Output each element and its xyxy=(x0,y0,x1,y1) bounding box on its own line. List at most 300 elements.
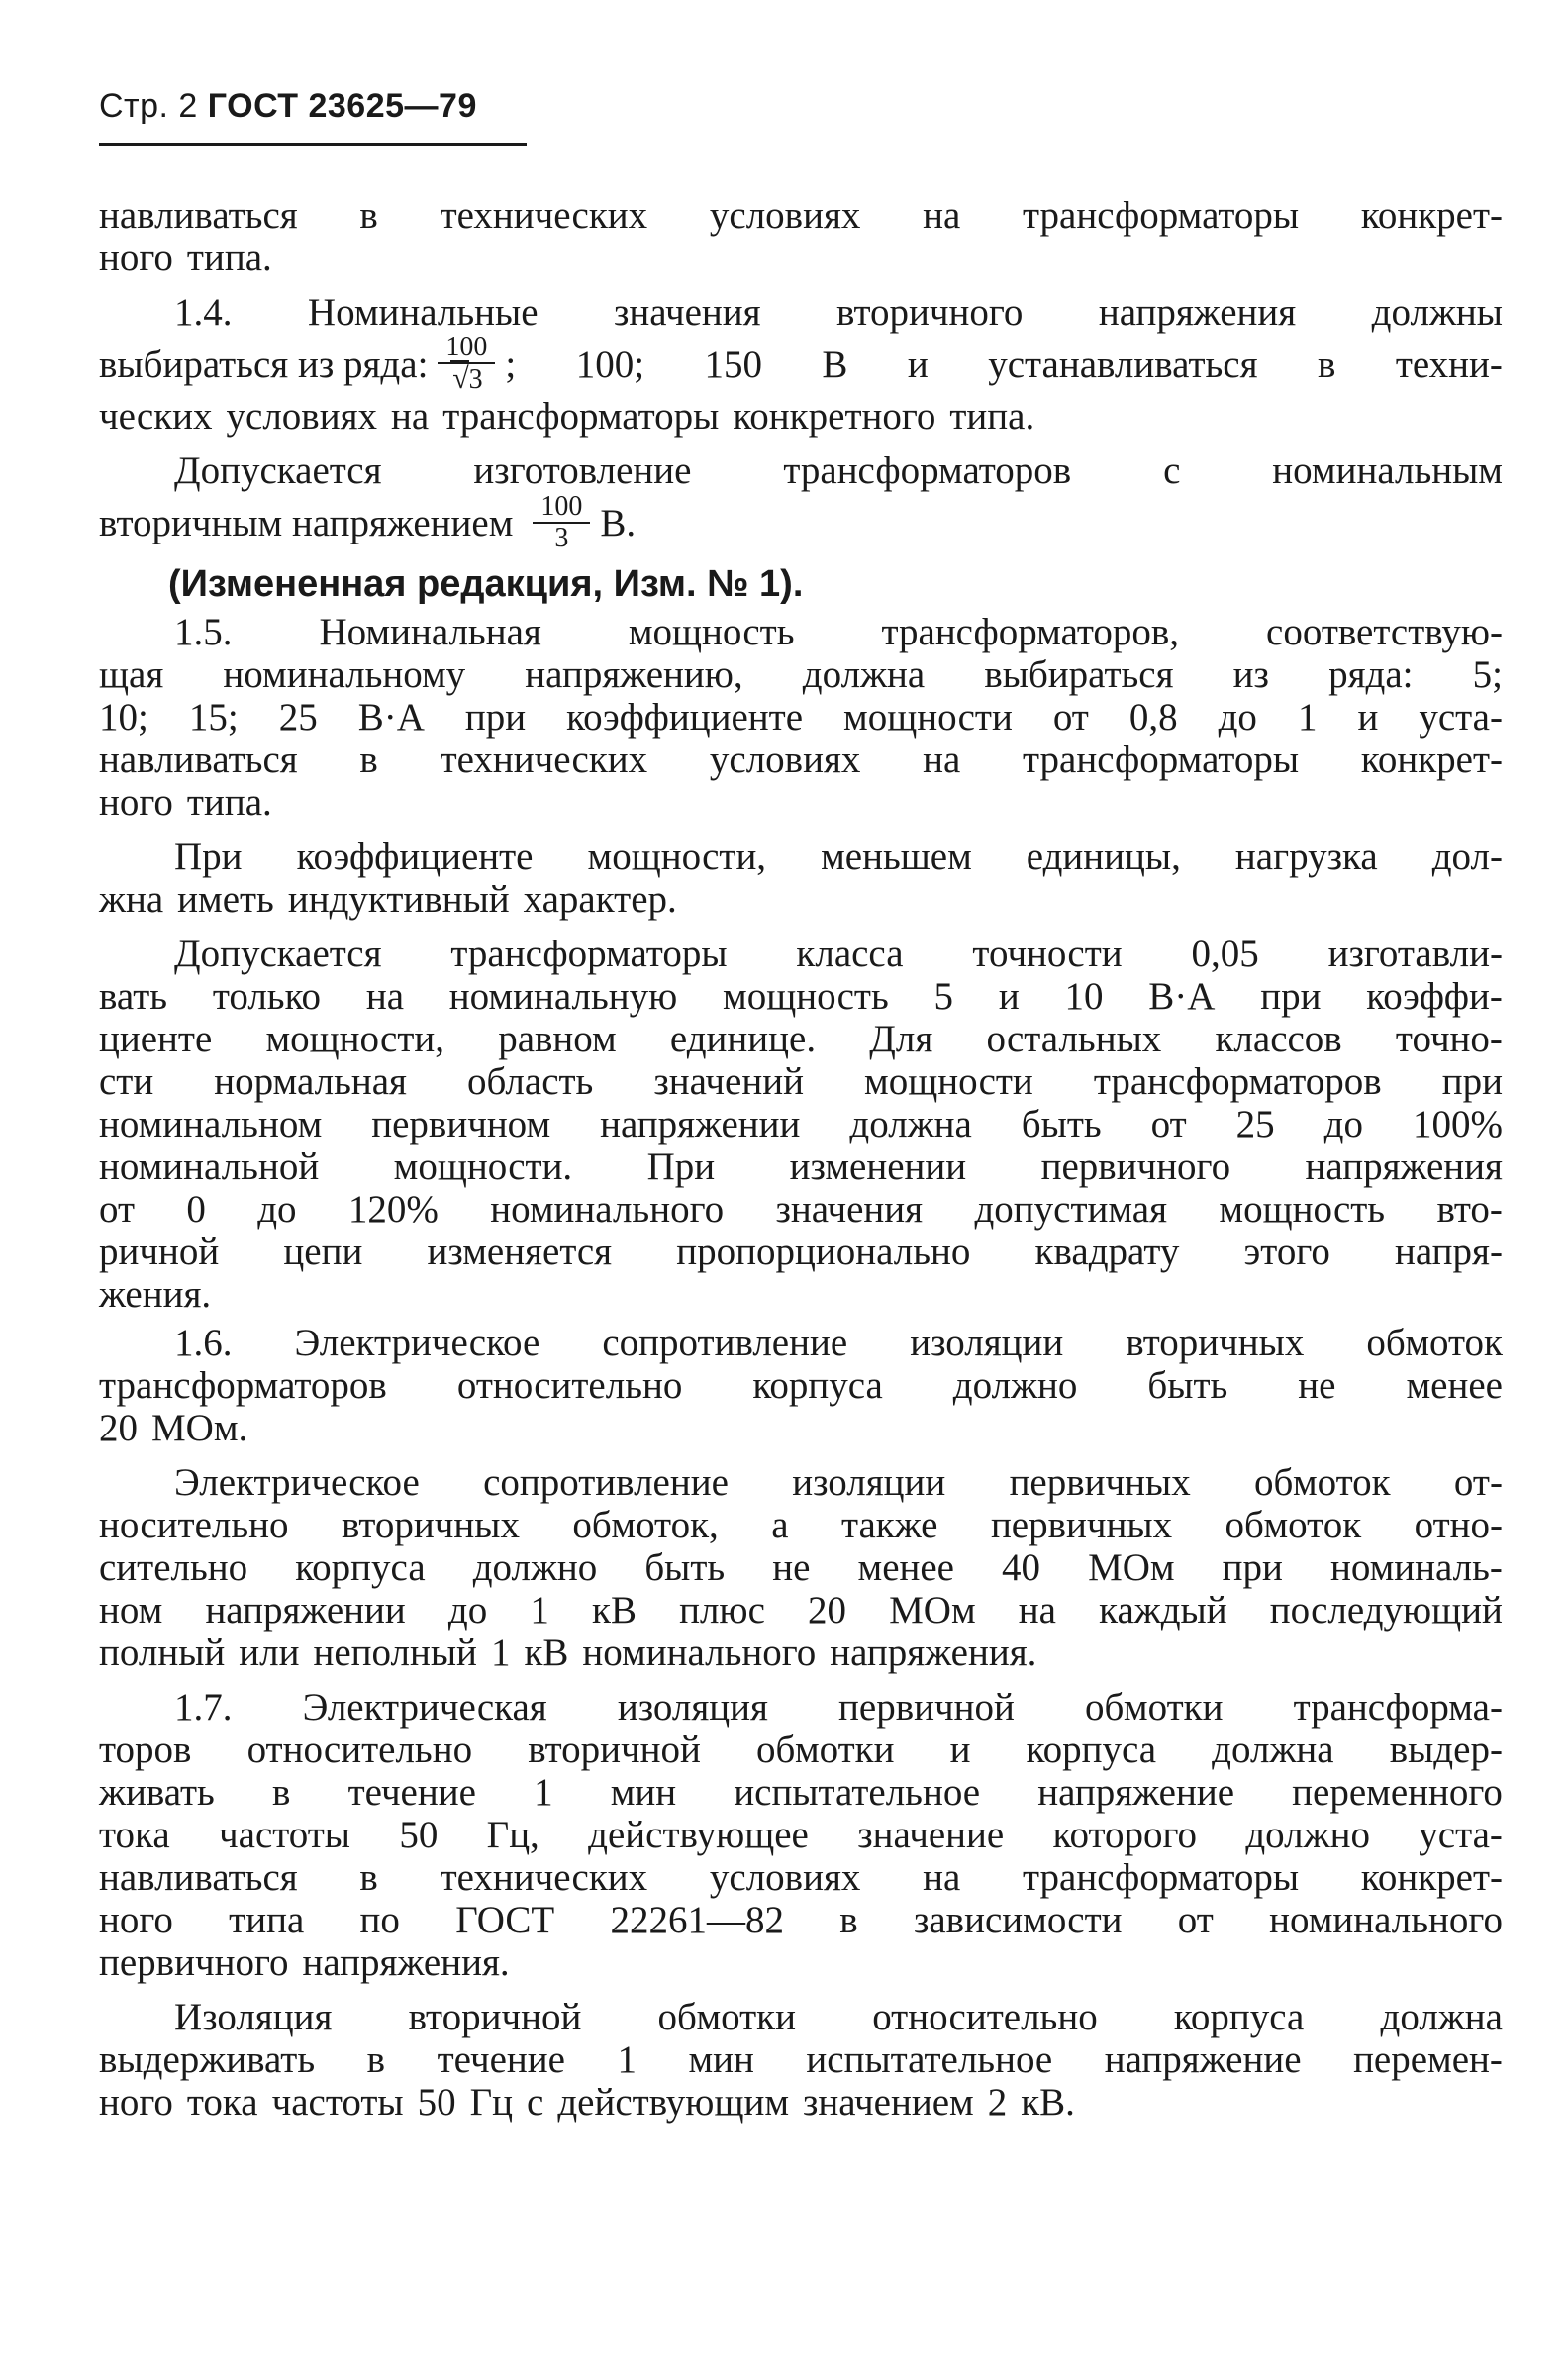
word: обмоток xyxy=(1225,1504,1362,1546)
word: ГОСТ xyxy=(455,1899,555,1941)
word: изоляции xyxy=(910,1322,1064,1364)
text-line xyxy=(99,1589,1503,1632)
word: циенте xyxy=(99,1018,213,1060)
word: менее xyxy=(1406,1364,1503,1407)
word: область xyxy=(467,1060,594,1103)
word: быть xyxy=(1147,1364,1228,1407)
word: 0 xyxy=(186,1188,206,1231)
text-segment: вторичным напряжением xyxy=(99,501,514,544)
word: обмотки xyxy=(657,1996,796,2038)
fraction-numerator: 100 xyxy=(533,493,590,524)
word: первичного xyxy=(99,1941,289,1984)
word: вторичных xyxy=(341,1504,520,1546)
word: остальных xyxy=(986,1018,1162,1060)
word: от- xyxy=(1453,1461,1503,1504)
fraction-100-over-sqrt3 xyxy=(438,334,495,395)
word: только xyxy=(212,975,322,1018)
text-line xyxy=(99,836,1503,878)
text-line xyxy=(99,1899,1503,1941)
word: на xyxy=(923,194,961,237)
text-line xyxy=(99,1018,1503,1060)
word: значения xyxy=(613,291,761,334)
word: классов xyxy=(1215,1018,1342,1060)
word: Электрическая xyxy=(302,1686,547,1729)
word: корпуса xyxy=(1026,1729,1157,1771)
text-line xyxy=(99,781,1503,824)
word: значением xyxy=(803,2081,974,2124)
word: изоляции xyxy=(792,1461,946,1504)
word: изоляция xyxy=(617,1686,768,1729)
word: частоты xyxy=(271,2081,404,2124)
word: Допускается xyxy=(174,449,382,492)
word: не xyxy=(1298,1364,1336,1407)
word: конкретного xyxy=(733,395,936,438)
text-line-with-fraction xyxy=(99,334,1503,395)
word: номинальном xyxy=(99,1103,323,1145)
fraction-100-over-3 xyxy=(533,490,590,553)
word: 5 xyxy=(933,975,954,1018)
paragraph-1-5-b xyxy=(99,836,1503,921)
word: первичных xyxy=(1009,1461,1191,1504)
word: первичного xyxy=(1040,1145,1231,1188)
word: в xyxy=(839,1899,858,1941)
text-line xyxy=(99,1407,1503,1449)
text-line xyxy=(99,975,1503,1018)
word: с xyxy=(527,2081,544,2124)
word: каждый xyxy=(1099,1589,1227,1632)
word: вать xyxy=(99,975,168,1018)
word: МОм. xyxy=(151,1407,248,1449)
word: жения. xyxy=(99,1273,212,1316)
text-line xyxy=(99,933,1503,975)
text-line xyxy=(99,1686,1503,1729)
word: переменного xyxy=(1292,1771,1503,1814)
word: трансформаторов xyxy=(1093,1060,1382,1103)
word: номинальным xyxy=(1272,449,1503,492)
paragraph-1-5-c xyxy=(99,933,1503,1316)
word: В·А xyxy=(357,696,425,739)
word: трансформаторы xyxy=(450,933,728,975)
page-header xyxy=(99,87,477,126)
word: относительно xyxy=(456,1364,683,1407)
word: носительно xyxy=(99,1504,289,1546)
text-segment: В. xyxy=(600,501,637,544)
word: 1 xyxy=(530,1589,549,1632)
word: мощности, xyxy=(265,1018,444,1060)
word: номинального xyxy=(490,1188,725,1231)
word: мощность xyxy=(628,611,795,653)
text-line xyxy=(99,395,1503,438)
paragraph-1-4 xyxy=(99,291,1503,438)
doc-code: ГОСТ 23625—79 xyxy=(207,87,477,125)
word: должна xyxy=(1380,1996,1503,2038)
word: должно xyxy=(1245,1814,1370,1856)
word: 150 xyxy=(704,343,762,386)
word: коэффи- xyxy=(1366,975,1503,1018)
word: в xyxy=(359,739,378,781)
word: на xyxy=(365,975,405,1018)
word: сопротивление xyxy=(602,1322,848,1364)
word: ного xyxy=(99,1899,173,1941)
word: мощности xyxy=(843,696,1013,739)
word: относительно xyxy=(246,1729,473,1771)
text-line xyxy=(99,1941,1503,1984)
word: вто- xyxy=(1436,1188,1503,1231)
word: в xyxy=(1317,343,1336,386)
word: в xyxy=(366,2038,386,2081)
word: из xyxy=(1232,653,1269,696)
word: на xyxy=(1018,1589,1056,1632)
word: типа. xyxy=(186,237,272,279)
word: вторичных xyxy=(1126,1322,1305,1364)
word: конкрет- xyxy=(1360,739,1503,781)
word: 1.5. xyxy=(174,611,233,653)
word: 10 xyxy=(1064,975,1104,1018)
text-line xyxy=(99,739,1503,781)
word: навливаться xyxy=(99,1856,298,1899)
word: Номинальные xyxy=(307,291,539,334)
word: цепи xyxy=(283,1231,363,1273)
word: условиях xyxy=(709,194,861,237)
word: торов xyxy=(99,1729,192,1771)
text-line xyxy=(99,1996,1503,2038)
word: 100% xyxy=(1412,1103,1503,1145)
text-segment-justified xyxy=(505,343,1503,387)
word: 20 xyxy=(808,1589,846,1632)
word: перемен- xyxy=(1353,2038,1503,2081)
word: в xyxy=(272,1771,291,1814)
word: корпуса xyxy=(295,1546,426,1589)
radicand: 3 xyxy=(468,364,483,395)
word: в xyxy=(359,194,378,237)
word: испытательное xyxy=(734,1771,981,1814)
text-line xyxy=(99,1103,1503,1145)
word: действующее xyxy=(588,1814,809,1856)
text-line xyxy=(99,1461,1503,1504)
word: типа. xyxy=(186,781,272,824)
word: изменяется xyxy=(427,1231,613,1273)
word: 22261—82 xyxy=(610,1899,785,1941)
word: номинального xyxy=(1269,1899,1503,1941)
word: 1.4. xyxy=(174,291,233,334)
word: Допускается xyxy=(174,933,382,975)
word: обмотки xyxy=(1084,1686,1224,1729)
text-line xyxy=(99,1231,1503,1273)
word: тока xyxy=(99,1814,170,1856)
word: техни- xyxy=(1395,343,1503,386)
word: первичной xyxy=(838,1686,1015,1729)
word: не xyxy=(772,1546,811,1589)
word: трансформаторы xyxy=(1023,1856,1300,1899)
word: выдерживать xyxy=(99,2038,316,2081)
word: кВ. xyxy=(1021,2081,1075,2124)
word: выбираться xyxy=(984,653,1174,696)
word: выдер- xyxy=(1389,1729,1503,1771)
word: и xyxy=(907,343,929,386)
word: ном xyxy=(99,1589,163,1632)
word: 1 xyxy=(490,1632,511,1674)
word: до xyxy=(1218,696,1257,739)
paragraph-1-5 xyxy=(99,611,1503,824)
text-line xyxy=(99,1060,1503,1103)
word: 20 xyxy=(99,1407,138,1449)
word: номинальному xyxy=(223,653,466,696)
word: до xyxy=(1323,1103,1363,1145)
word: мощность xyxy=(723,975,889,1018)
word: равном xyxy=(498,1018,617,1060)
word: навливаться xyxy=(99,194,298,237)
text-segment: выбираться из ряда: xyxy=(99,343,429,386)
text-line xyxy=(99,1364,1503,1407)
word: 1 xyxy=(534,1771,553,1814)
fraction-numerator: 100 xyxy=(438,334,495,364)
text-line xyxy=(99,878,1503,921)
word: частоты xyxy=(219,1814,351,1856)
word: напряжения. xyxy=(302,1941,510,1984)
text-line xyxy=(99,1322,1503,1364)
word: меньшем xyxy=(821,836,972,878)
word: мин xyxy=(610,1771,677,1814)
word: изготавли- xyxy=(1327,933,1503,975)
word: значений xyxy=(653,1060,804,1103)
word: испытательное xyxy=(806,2038,1053,2081)
word: 1 xyxy=(617,2038,637,2081)
text-line xyxy=(99,1145,1503,1188)
word: точно- xyxy=(1395,1018,1503,1060)
word: менее xyxy=(857,1546,954,1589)
text-line xyxy=(99,1771,1503,1814)
word: при xyxy=(1222,1546,1283,1589)
word: уста- xyxy=(1419,1814,1503,1856)
word: конкрет- xyxy=(1360,194,1503,237)
word: трансформаторы xyxy=(442,395,720,438)
word: должны xyxy=(1371,291,1503,334)
text-line xyxy=(99,611,1503,653)
word: В xyxy=(822,343,848,386)
fraction-denominator xyxy=(438,364,495,395)
word: единицы, xyxy=(1026,836,1181,878)
text-line xyxy=(99,2038,1503,2081)
word: корпуса xyxy=(752,1364,883,1407)
text-line xyxy=(99,1856,1503,1899)
text-line xyxy=(99,237,1503,279)
word: первичном xyxy=(371,1103,551,1145)
word: живать xyxy=(99,1771,215,1814)
word: напряжении xyxy=(205,1589,406,1632)
word: мин xyxy=(688,2038,754,2081)
text-line xyxy=(99,1632,1503,1674)
word: единице. xyxy=(669,1018,817,1060)
text-line xyxy=(99,1814,1503,1856)
word: иметь xyxy=(177,878,274,921)
word: или xyxy=(239,1632,300,1674)
paragraph-1-6-b xyxy=(99,1461,1503,1674)
word: жна xyxy=(99,878,164,921)
word: сопротивление xyxy=(483,1461,729,1504)
word: ричной xyxy=(99,1231,220,1273)
word: навливаться xyxy=(99,739,298,781)
word: тока xyxy=(186,2081,258,2124)
sqrt-symbol: √ xyxy=(452,362,469,395)
word: напряжение xyxy=(1037,1771,1235,1814)
word: обмотки xyxy=(756,1729,895,1771)
word: значение xyxy=(857,1814,1005,1856)
word: от xyxy=(1177,1899,1214,1941)
word: вторичной xyxy=(408,1996,582,2038)
word: с xyxy=(1163,449,1181,492)
word: мощности xyxy=(864,1060,1033,1103)
word: и xyxy=(1357,696,1379,739)
word: МОм xyxy=(1088,1546,1175,1589)
word: 0,8 xyxy=(1128,696,1178,739)
word: Изоляция xyxy=(174,1996,333,2038)
word: При xyxy=(174,836,243,878)
word: коэффициенте xyxy=(566,696,804,739)
word: технических xyxy=(440,194,648,237)
paragraph-intro xyxy=(99,194,1503,279)
word: последующий xyxy=(1269,1589,1503,1632)
word: ного xyxy=(99,2081,173,2124)
text-line xyxy=(99,653,1503,696)
word: вторичной xyxy=(528,1729,701,1771)
word: щая xyxy=(99,653,164,696)
word: номинального xyxy=(582,1632,817,1674)
word: которого xyxy=(1052,1814,1198,1856)
fraction-denominator: 3 xyxy=(554,522,569,553)
word: действующим xyxy=(557,2081,790,2124)
word: и xyxy=(998,975,1020,1018)
word: устанавливаться xyxy=(988,343,1258,386)
document-body xyxy=(99,194,1503,2124)
word: от xyxy=(99,1188,136,1231)
word: ческих xyxy=(99,395,213,438)
word: характер. xyxy=(523,878,677,921)
word: сти xyxy=(99,1060,154,1103)
word: технических xyxy=(440,1856,648,1899)
word: обмоток, xyxy=(572,1504,719,1546)
word: ного xyxy=(99,237,173,279)
word: вторичного xyxy=(836,291,1024,334)
word: обмоток xyxy=(1366,1322,1503,1364)
word: 5; xyxy=(1472,653,1503,696)
paragraph-1-7-b xyxy=(99,1996,1503,2124)
word: индуктивный xyxy=(287,878,510,921)
word: на xyxy=(923,1856,961,1899)
word: пропорционально xyxy=(676,1231,971,1273)
word: трансформаторов xyxy=(99,1364,387,1407)
text-line xyxy=(99,194,1503,237)
word: зависимости xyxy=(913,1899,1123,1941)
word: мощность xyxy=(1219,1188,1386,1231)
word: напряжение xyxy=(1104,2038,1302,2081)
word: технических xyxy=(440,739,648,781)
word: до xyxy=(447,1589,488,1632)
word: ряда: xyxy=(1328,653,1414,696)
word: 25 xyxy=(278,696,318,739)
word: 100; xyxy=(575,343,645,386)
word: также xyxy=(840,1504,938,1546)
word: точности xyxy=(972,933,1123,975)
word: до xyxy=(257,1188,297,1231)
word: 1 xyxy=(1297,696,1318,739)
word: быть xyxy=(644,1546,726,1589)
word: допустимая xyxy=(974,1188,1168,1231)
word: течение xyxy=(437,2038,565,2081)
word: конкрет- xyxy=(1360,1856,1503,1899)
word: а xyxy=(771,1504,789,1546)
header-rule xyxy=(99,143,527,146)
word: номинальной xyxy=(99,1145,320,1188)
word: коэффициенте xyxy=(296,836,534,878)
word: мощности, xyxy=(587,836,767,878)
page-label: Стр. 2 xyxy=(99,87,198,125)
word: 40 xyxy=(1002,1546,1041,1589)
word: напряжения xyxy=(1098,291,1297,334)
text-line xyxy=(99,1188,1503,1231)
word: напряжении xyxy=(600,1103,801,1145)
word: быть xyxy=(1021,1103,1102,1145)
text-line xyxy=(99,1729,1503,1771)
word: класса xyxy=(796,933,904,975)
word: полный xyxy=(99,1632,226,1674)
word: напря- xyxy=(1395,1231,1503,1273)
word: корпуса xyxy=(1173,1996,1305,2038)
word: 120% xyxy=(347,1188,439,1231)
word: изготовление xyxy=(473,449,692,492)
word: должна xyxy=(1212,1729,1334,1771)
word: При xyxy=(646,1145,716,1188)
word: напряжению, xyxy=(525,653,743,696)
text-line xyxy=(99,1504,1503,1546)
word: напряжения xyxy=(1305,1145,1503,1188)
word: кВ xyxy=(592,1589,637,1632)
word: при xyxy=(1260,975,1322,1018)
word: типа xyxy=(229,1899,305,1941)
word: условиях xyxy=(226,395,378,438)
word: должно xyxy=(952,1364,1078,1407)
word: трансформаторов xyxy=(783,449,1072,492)
word: Гц xyxy=(469,2081,514,2124)
word: этого xyxy=(1243,1231,1330,1273)
word: Гц, xyxy=(486,1814,539,1856)
word: в xyxy=(359,1856,378,1899)
word: первичных xyxy=(990,1504,1173,1546)
word: по xyxy=(359,1899,400,1941)
word: 15; xyxy=(188,696,239,739)
word: номинальную xyxy=(448,975,678,1018)
word: соответствую- xyxy=(1266,611,1503,653)
word: 2 xyxy=(987,2081,1008,2124)
paragraph-1-7 xyxy=(99,1686,1503,1984)
word: и xyxy=(949,1729,971,1771)
word: при xyxy=(1441,1060,1503,1103)
word: трансформа- xyxy=(1293,1686,1503,1729)
word: Для xyxy=(869,1018,933,1060)
word: номиналь- xyxy=(1329,1546,1503,1589)
word: от xyxy=(1150,1103,1187,1145)
revision-note: (Измененная редакция, Изм. № 1). xyxy=(168,563,804,605)
word: относительно xyxy=(872,1996,1098,2038)
word: значения xyxy=(775,1188,924,1231)
word: 25 xyxy=(1235,1103,1275,1145)
word: на xyxy=(923,739,961,781)
word: напряжения. xyxy=(830,1632,1037,1674)
word: нагрузка xyxy=(1234,836,1378,878)
text-line xyxy=(99,1546,1503,1589)
word: мощности. xyxy=(393,1145,573,1188)
word: нормальная xyxy=(214,1060,407,1103)
word: кВ xyxy=(524,1632,569,1674)
